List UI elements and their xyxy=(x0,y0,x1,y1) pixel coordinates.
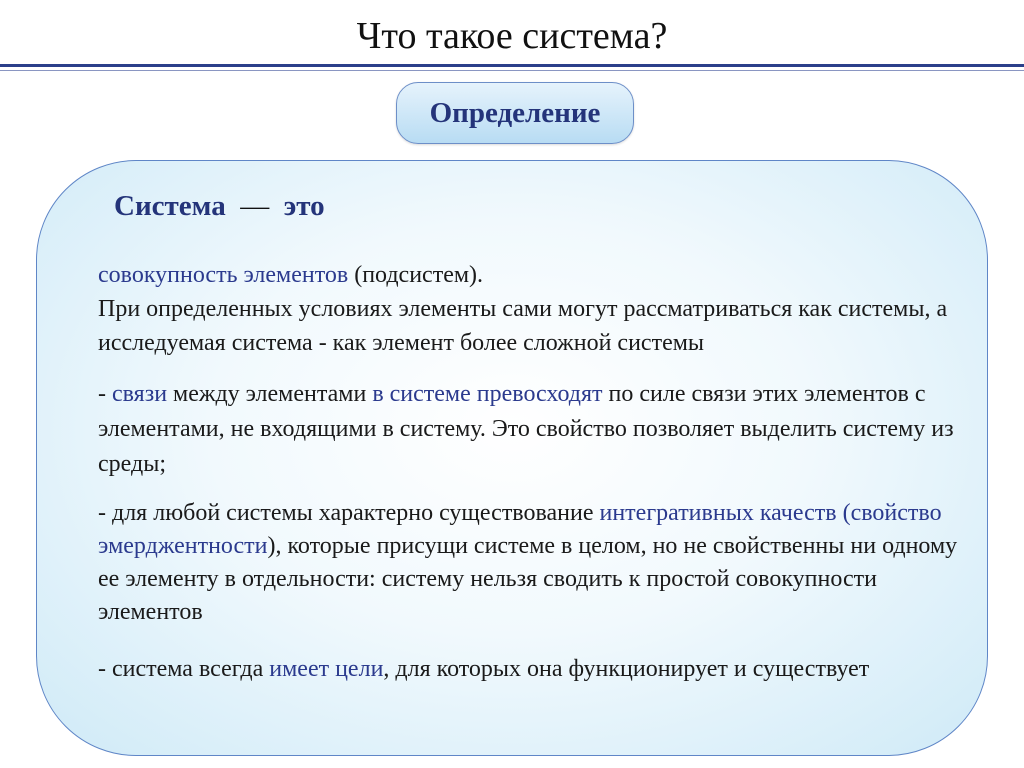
lead-dash: — xyxy=(240,190,270,222)
lead-this: это xyxy=(283,190,325,222)
paragraph-text: - xyxy=(98,381,112,407)
paragraph-goals xyxy=(98,653,978,686)
paragraph-text: При определенных условиях элементы сами могут рассматриваться как системы, а исследуемая система - как элемент более сложной системы xyxy=(98,296,948,356)
paragraph-text: ), которые присущи системе в целом, но не свойственны ни одному ее элементу в отдельности: систему нельзя сводить к простой совокупности элементов xyxy=(98,533,958,625)
paragraph-text: по силе связи этих элементов с элементами, не входящими в систему. Это свойство позволяет выделить систему из среды; xyxy=(98,381,954,477)
highlight-emergence: интегративных качеств (свойство эмерджентности xyxy=(98,500,942,559)
definition-lead xyxy=(114,190,325,223)
paragraph-text: , для которых она функционирует и существует xyxy=(383,656,870,682)
definition-badge: Определение xyxy=(396,82,634,144)
paragraph-emergence xyxy=(98,497,978,629)
highlight-elements: совокупность элементов xyxy=(98,262,349,288)
lead-term: Система xyxy=(114,190,226,222)
highlight-links: связи xyxy=(112,381,168,407)
highlight-exceed: в системе превосходят xyxy=(372,381,603,407)
title-rule-thin xyxy=(0,70,1024,71)
paragraph-text: (подсистем). xyxy=(348,262,484,288)
paragraph-elements xyxy=(98,258,978,360)
paragraph-text: - для любой системы характерно существование xyxy=(98,500,600,526)
paragraph-text: между элементами xyxy=(167,381,373,407)
title-rule xyxy=(0,64,1024,67)
slide-title: Что такое система? xyxy=(356,15,668,57)
highlight-goals: имеет цели xyxy=(269,656,384,682)
paragraph-links xyxy=(98,377,978,482)
paragraph-text: - система всегда xyxy=(98,656,270,682)
